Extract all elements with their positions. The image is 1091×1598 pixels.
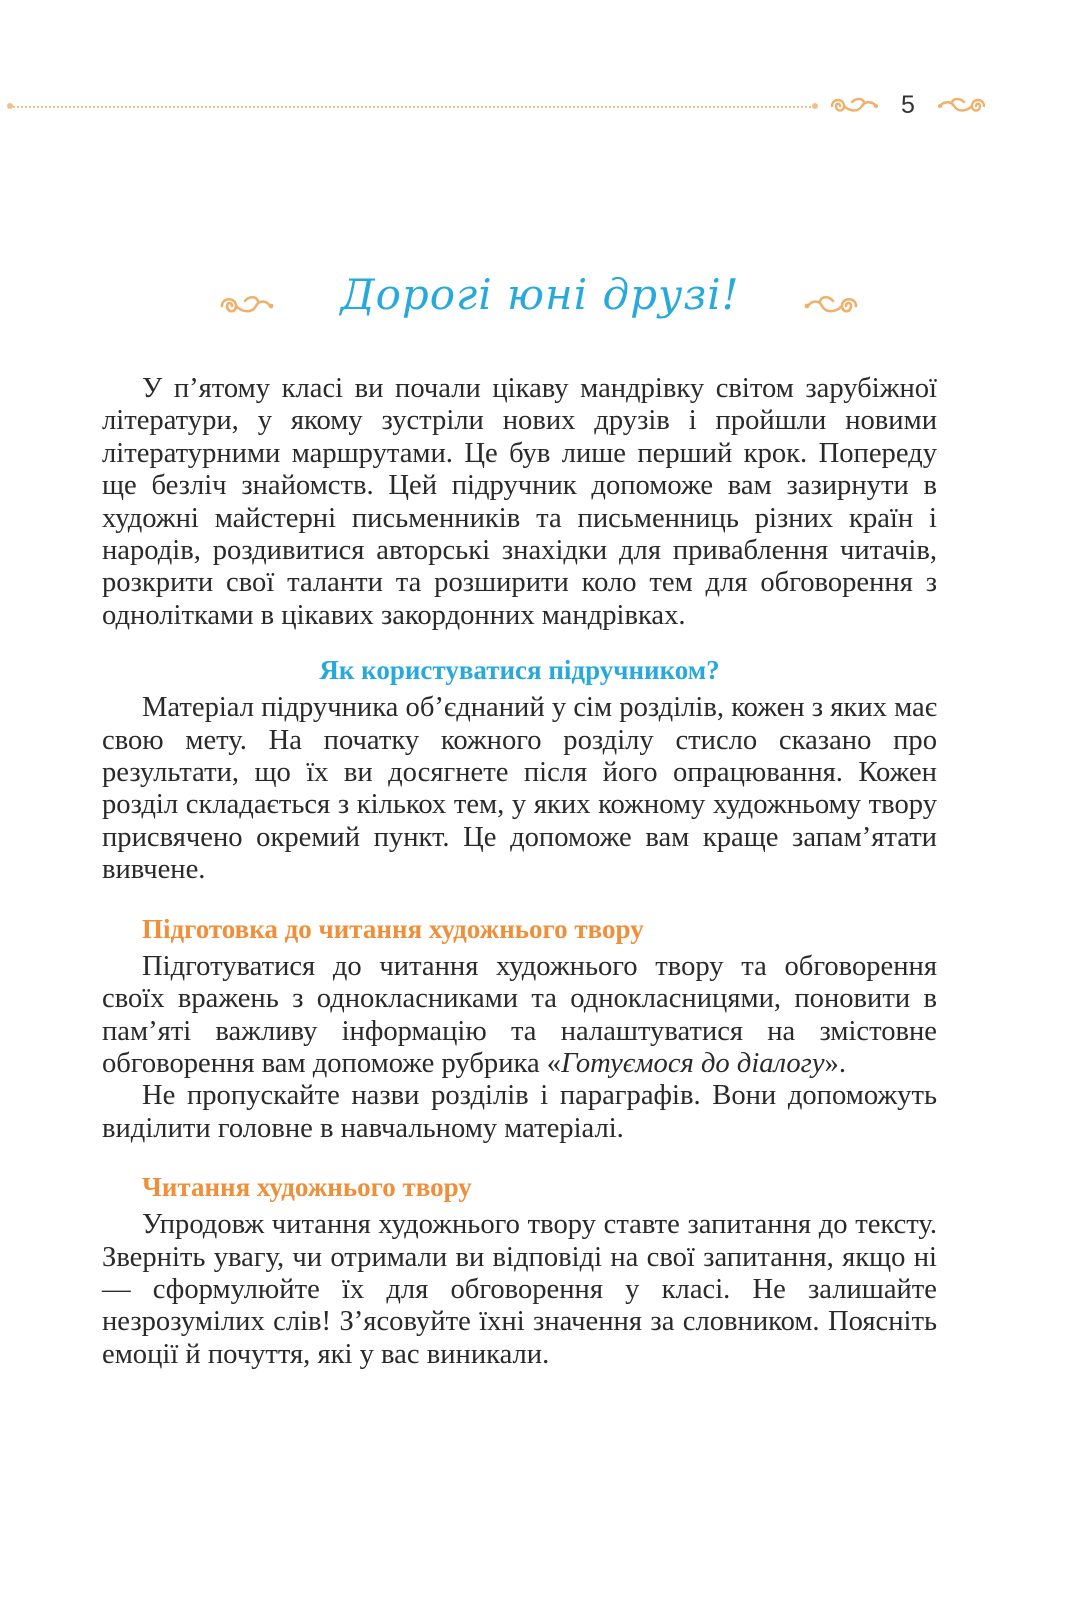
content [102,373,937,1371]
page-number: 5 [901,91,915,119]
page-title: Дорогі юні друзі! [340,270,740,319]
header-rule [10,106,815,108]
section-heading-reading: Читання художнього твору [142,1172,472,1203]
preparation-text: Підготуватися до читання художнього твору та обговорення своїх вражень з однокласниками та однокласницями, поновити в пам’яті важливу інформацію та налаштуватися на змістовне обговорення вам допоможе рубрика « [102,950,937,1079]
header-ornament-right-icon [936,94,988,118]
how-to-use-paragraph: Матеріал підручника об’єднаний у сім розділів, кожен з яких має свою мету. На початку кожного розділу стисло сказано про результати, що їх ви досягнете після його опрацювання. Кожен розділ складається з кількох тем, у яких кожному художньому твору присвячено окремий пункт. Це допоможе вам краще запам’ятати вивчене. [102,692,937,886]
title-ornament-right-icon [802,292,860,320]
headings-paragraph: Не пропускайте назви розділів і параграфів. Вони допоможуть виділити головне в навчальному матеріалі. [102,1080,937,1144]
intro-paragraph: У п’ятому класі ви почали цікаву мандрівку світом зарубіжної літератури, у якому зустріли нових друзів і пройшли новими літературними маршрутами. Це був лише перший крок. Попереду ще безліч знайомств. Цей підручник допоможе вам зазирнути в художні майстерні письменників та письменниць різних країн і народів, роздивитися авторські знахідки для приваблення читачів, розкрити свої таланти та розширити коло тем для обговорення з однолітками в цікавих закордонних мандрівках. [102,373,937,631]
title-ornament-left-icon [218,292,276,320]
rubric-name: Готуємося до діалогу [561,1047,825,1079]
preparation-paragraph [102,951,937,1081]
preparation-text-end: ». [824,1047,846,1079]
section-heading-how-to-use: Як користуватися підручником? [319,655,720,686]
section-heading-preparation: Підготовка до читання художнього твору [142,913,644,944]
header-ornament-left-icon [828,94,880,118]
reading-paragraph: Упродовж читання художнього твору ставте запитання до тексту. Зверніть увагу, чи отримали ви відповіді на свої запитання, якщо ні — сформулюйте їх для обговорення у класі. Не залишайте незрозумілих слів! З’ясовуйте їхні значення за словником. Поясніть емоції й почуття, які у вас виникали. [102,1209,937,1370]
